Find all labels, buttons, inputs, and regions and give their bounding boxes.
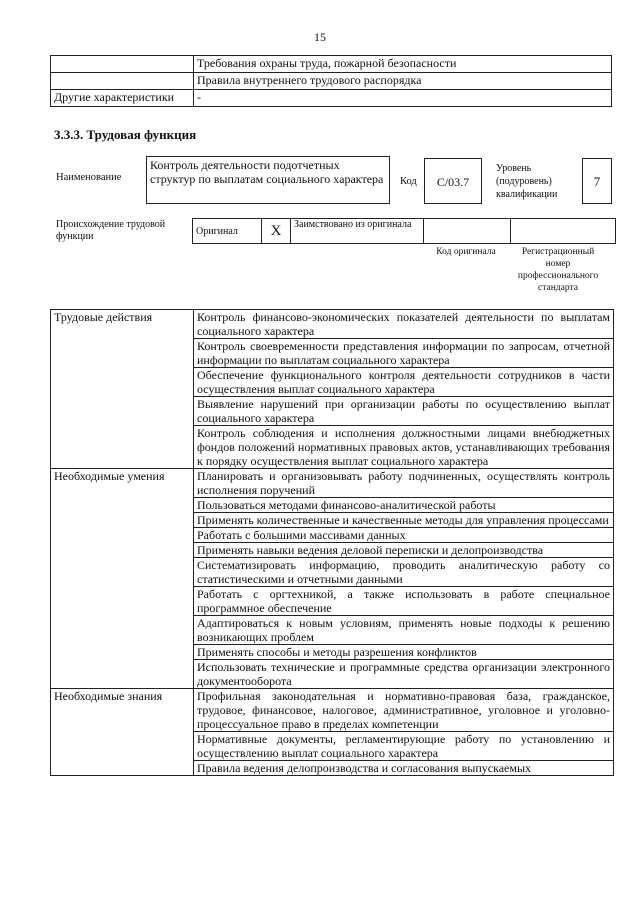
section-title: 3.3.3. Трудовая функция [54,127,197,142]
reg-number-cell [511,219,616,244]
list-item: Работать с оргтехникой, а также использовать в работе специальное программное обеспечение [194,587,614,616]
list-item: Работать с большими массивами данных [194,528,614,543]
table-row [51,56,612,73]
list-item: Применять навыки ведения деловой переписки и делопроизводства [194,543,614,558]
list-item: Профильная законодательная и нормативно-правовая база, гражданское, трудовое, финансовое, налоговое, административное, уголовное и уголовно-процессуальное право в пределах компетенции [194,689,614,732]
table-cell: Правила внутреннего трудового распорядка [194,73,612,90]
code-original-cell [424,219,511,244]
code-value: С/03.7 [424,158,482,204]
section-label: Необходимые умения [51,469,194,689]
origin-table [192,218,616,244]
list-item: Обеспечение функционального контроля деятельности сотрудников в части осуществления выплат социального характера [194,368,614,397]
section-label: Трудовые действия [51,310,194,469]
level-label: Уровень (подуровень) квалификации [496,163,558,200]
name-value: Контроль деятельности подотчетных структур по выплатам социального характера [146,156,390,204]
name-label: Наименование [56,172,122,183]
list-item: Пользоваться методами финансово-аналитической работы [194,498,614,513]
main-table [50,309,614,776]
code-original-label: Код оригинала [436,247,496,257]
top-table [50,55,612,107]
origin-label: Происхождение трудовой функции [56,219,166,242]
list-item: Применять способы и методы разрешения конфликтов [194,645,614,660]
level-value: 7 [582,158,612,204]
list-item: Контроль соблюдения и исполнения должностными лицами внебюджетных фондов положений нормативных правовых актов, устанавливающих требования к порядку осуществления выплат социального характера [194,426,614,469]
table-row [51,689,614,732]
original-mark: X [262,219,291,244]
table-cell [51,73,194,90]
list-item: Применять количественные и качественные методы для управления процессами [194,513,614,528]
original-label: Оригинал [193,219,262,244]
code-label: Код [400,176,417,187]
table-row [51,73,612,90]
table-row [51,90,612,107]
table-row [193,219,616,244]
table-cell [51,56,194,73]
list-item: Адаптироваться к новым условиям, применять новые подходы к решению возникающих проблем [194,616,614,645]
table-row [51,469,614,498]
table-row [51,310,614,339]
list-item: Выявление нарушений при организации работы по осуществлению выплат социального характера [194,397,614,426]
section-label: Необходимые знания [51,689,194,776]
borrowed-label: Заимствовано из оригинала [291,219,424,244]
reg-number-label: Регистрационный номер профессионального стандарта [517,247,599,293]
table-cell: Другие характеристики [51,90,194,107]
table-cell: Требования охраны труда, пожарной безопасности [194,56,612,73]
list-item: Контроль своевременности представления информации по запросам, отчетной информации по выплатам социального характера [194,339,614,368]
list-item: Использовать технические и программные средства организации электронного документооборота [194,660,614,689]
list-item: Нормативные документы, регламентирующие работу по установлению и осуществлению выплат социального характера [194,732,614,761]
page-number: 15 [314,30,326,44]
list-item: Планировать и организовывать работу подчиненных, осуществлять контроль исполнения поручений [194,469,614,498]
list-item: Контроль финансово-экономических показателей деятельности по выплатам социального характера [194,310,614,339]
table-cell: - [194,90,612,107]
list-item: Правила ведения делопроизводства и согласования выпускаемых [194,761,614,776]
list-item: Систематизировать информацию, проводить аналитическую работу со статистическими и отчетными данными [194,558,614,587]
